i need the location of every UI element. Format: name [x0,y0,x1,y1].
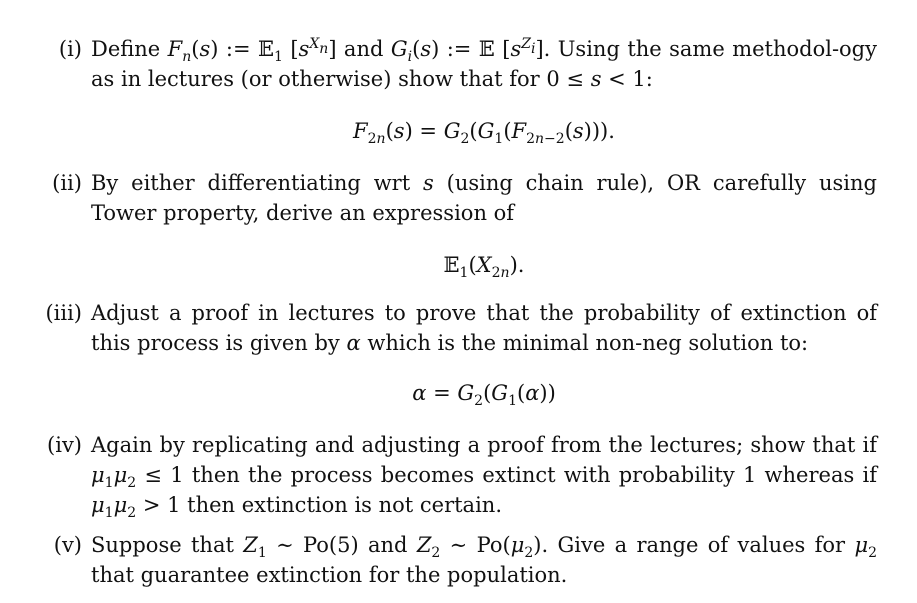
question-iii-equation: $\alpha = G_2(G_1(\alpha))$ [412,381,556,409]
question-ii-label: (ii) [52,171,82,195]
question-iii-label: (iii) [45,301,82,325]
question-v-label: (v) [53,533,82,557]
question-iii-text: Adjust a proof in lectures to prove that the probability of extinction of this process is given by α which is the minimal non-neg solution to: [91,301,877,355]
question-v-text: Suppose that $Z_1$ ∼ Po(5) and $Z_2$ ∼ $Po(\mu_2)$. Give a range of values for $\mu_2$ that guarantee extinction for the population. [91,533,878,587]
question-iv-text: Again by replicating and adjusting a proof from the lectures; show that if $\mu_1\mu_2 \le 1$ then the process becomes extinct with probability 1 whereas if $\mu_1\mu_2 > 1$ then extinction is not certain. [91,433,877,521]
question-i-label: (i) [58,37,82,61]
question-i-text: Define $F_n(s)$ := 𝔼$_1$ $[s^{X_n}]$ and $G_i(s)$ := 𝔼 $[s^{Z_i}]$. Using the same methodol-ogy as in lectures (or otherwise) show that for 0 ≤ s < 1: [91,36,877,91]
question-ii-equation: $𝔼_1(X_{2n})$. [443,253,525,281]
question-ii-text: By either differentiating wrt s (using chain rule), OR carefully using Tower property, derive an expression of [91,171,877,225]
question-iv-label: (iv) [47,433,82,457]
question-i-equation: $F_{2n}(s) = G_2(G_1(F_{2n-2}(s)))$. [353,119,615,147]
